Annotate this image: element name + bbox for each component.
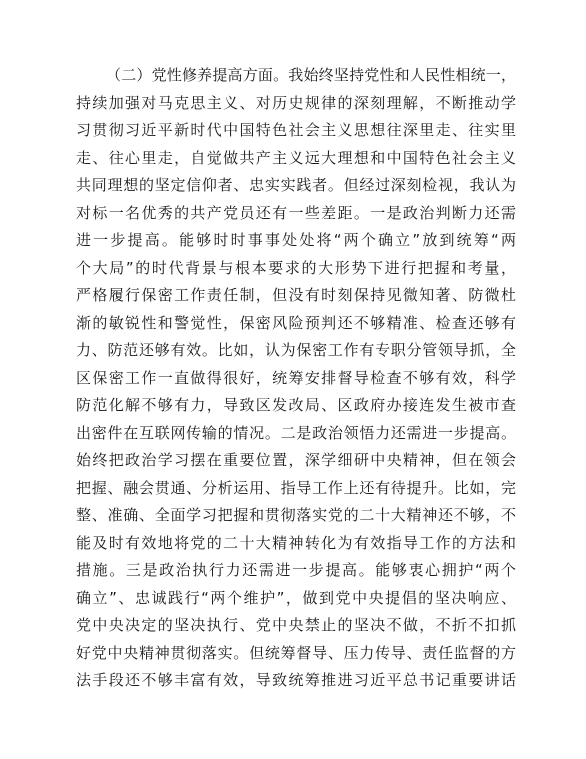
text-line: 对标一名优秀的共产党员还有一些差距。一是政治判断力还需 [76, 203, 516, 222]
text-line: 力、防范还够有效。比如，认为保密工作有专职分管领导抓，全 [76, 341, 516, 359]
text-line: 渐的敏锐性和警觉性，保密风险预判还不够精准、检查还够有 [76, 313, 516, 332]
text-line: （二）党性修养提高方面。我始终坚持党性和人民性相统一， [106, 66, 516, 84]
text-line: 持续加强对马克思主义、对历史规律的深刻理解，不断推动学 [76, 93, 516, 112]
text-line: 始终把政治学习摆在重要位置，深学细研中央精神，但在领会 [76, 451, 516, 469]
text-line: 措施。三是政治执行力还需进一步提高。能够衷心拥护“两个 [76, 561, 516, 579]
text-line: 党中央决定的坚决执行、党中央禁止的坚决不做，不折不扣抓 [76, 616, 516, 634]
text-line: 确立”、忠诚践行“两个维护”，做到党中央提倡的坚决响应、 [76, 588, 516, 607]
text-line: 把握、融会贯通、分析运用、指导工作上还有待提升。比如，完 [76, 478, 516, 497]
text-line: 共同理想的坚定信仰者、忠实实践者。但经过深刻检视，我认为 [76, 176, 516, 194]
text-line: 好党中央精神贯彻落实。但统筹督导、压力传导、责任监督的方 [76, 643, 516, 662]
text-line: 区保密工作一直做得很好，统筹安排督导检查不够有效，科学 [76, 368, 516, 387]
text-line: 能及时有效地将党的二十大精神转化为有效指导工作的方法和 [76, 533, 516, 552]
text-line: 习贯彻习近平新时代中国特色社会主义思想往深里走、往实里 [76, 121, 516, 139]
text-line: 个大局”的时代背景与根本要求的大形势下进行把握和考量， [76, 258, 516, 277]
text-line: 严格履行保密工作责任制，但没有时刻保持见微知著、防微杜 [76, 286, 516, 304]
text-line: 法手段还不够丰富有效，导致统筹推进习近平总书记重要讲话 [76, 671, 516, 689]
text-line: 防范化解不够有力，导致区发改局、区政府办接连发生被市查 [76, 396, 516, 414]
text-line: 走、往心里走，自觉做共产主义远大理想和中国特色社会主义 [76, 148, 516, 167]
text-line: 进一步提高。能够时时事事处处将“两个确立”放到统筹“两 [76, 231, 516, 249]
body-paragraph [76, 62, 516, 695]
text-line: 整、准确、全面学习把握和贯彻落实党的二十大精神还不够，不 [76, 506, 516, 524]
text-line: 出密件在互联网传输的情况。二是政治领悟力还需进一步提高。 [76, 423, 516, 442]
